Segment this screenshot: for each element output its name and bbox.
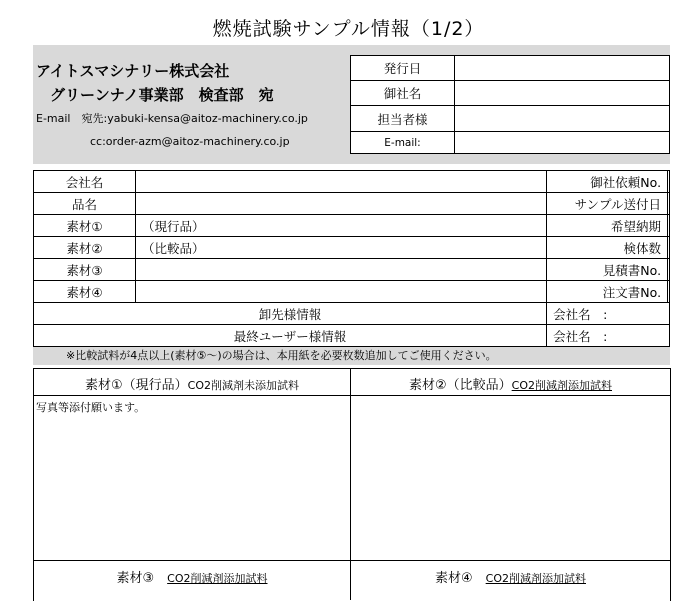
- material3-label: 素材③: [34, 259, 136, 281]
- material4-field[interactable]: [136, 281, 547, 303]
- sample-send-date-label: サンプル送付日: [547, 193, 668, 215]
- sample-count-field[interactable]: [668, 237, 670, 259]
- recipient-company: アイトスマシナリー株式会社: [36, 62, 230, 80]
- request-no-field[interactable]: [668, 171, 670, 193]
- company-name-label: 会社名: [34, 171, 136, 193]
- company-name-field[interactable]: [136, 171, 547, 193]
- sample-count-label: 検体数: [547, 237, 668, 259]
- material1-field[interactable]: （現行品）: [136, 215, 547, 237]
- email-field[interactable]: [455, 132, 670, 154]
- box1-memo: 写真等添付願います。: [36, 401, 146, 414]
- order-no-field[interactable]: [668, 281, 670, 303]
- customer-company-label: 御社名: [351, 81, 455, 106]
- material2-field[interactable]: （比較品）: [136, 237, 547, 259]
- page-title: 燃焼試験サンプル情報（1/2）: [212, 18, 485, 40]
- desired-delivery-label: 希望納期: [547, 215, 668, 237]
- contact-person-label: 担当者様: [351, 106, 455, 132]
- box4-subtitle: CO2削減剤添加試料: [485, 572, 586, 585]
- end-user-company-field[interactable]: 会社名 :: [547, 325, 670, 347]
- box3-title: 素材③: [116, 571, 155, 586]
- issue-date-field[interactable]: [455, 56, 670, 81]
- wholesaler-company-field[interactable]: 会社名 :: [547, 303, 670, 325]
- box2-subtitle: CO2削減剤添加試料: [511, 379, 612, 392]
- box1-subtitle: CO2削減剤未添加試料: [187, 379, 299, 392]
- desired-delivery-field[interactable]: [668, 215, 670, 237]
- box4-header: [351, 567, 670, 586]
- recipient-cc-email: cc:order-azm@aitoz-machinery.co.jp: [90, 135, 290, 148]
- product-name-label: 品名: [34, 193, 136, 215]
- issue-info-table: [350, 55, 670, 154]
- product-name-field[interactable]: [136, 193, 547, 215]
- box1-title: 素材①（現行品）: [85, 378, 188, 393]
- issue-date-label: 発行日: [351, 56, 455, 81]
- box4-title: 素材④: [434, 571, 473, 586]
- material1-label: 素材①: [34, 215, 136, 237]
- material4-label: 素材④: [34, 281, 136, 303]
- sample-info-table: [33, 170, 670, 347]
- contact-person-field[interactable]: [455, 106, 670, 132]
- email-label: E-mail:: [351, 132, 455, 154]
- box2-header: [351, 374, 670, 393]
- material2-label: 素材②: [34, 237, 136, 259]
- box2-photo-area[interactable]: [352, 396, 669, 559]
- box3-header: [33, 567, 351, 586]
- sample-send-date-field[interactable]: [668, 193, 670, 215]
- request-no-label: 御社依頼No.: [547, 171, 668, 193]
- recipient-email: E-mail 宛先:yabuki-kensa@aitoz-machinery.co.jp: [36, 112, 308, 125]
- customer-company-field[interactable]: [455, 81, 670, 106]
- order-no-label: 注文書No.: [547, 281, 668, 303]
- end-user-label: 最終ユーザー様情報: [34, 325, 547, 347]
- additional-sheet-note: ※比較試料が4点以上(素材⑤～)の場合は、本用紙を必要枚数追加してご使用ください。: [33, 347, 670, 365]
- wholesaler-label: 卸先様情報: [34, 303, 547, 325]
- quotation-no-label: 見積書No.: [547, 259, 668, 281]
- box2-title: 素材②（比較品）: [409, 378, 512, 393]
- material3-field[interactable]: [136, 259, 547, 281]
- box3-subtitle: CO2削減剤添加試料: [167, 572, 268, 585]
- box1-photo-area[interactable]: [34, 396, 350, 559]
- photo-box-divider: [350, 368, 351, 600]
- quotation-no-field[interactable]: [668, 259, 670, 281]
- box-row-divider: [33, 560, 670, 561]
- recipient-department: グリーンナノ事業部 検査部 宛: [50, 86, 274, 104]
- box1-header: [33, 374, 351, 393]
